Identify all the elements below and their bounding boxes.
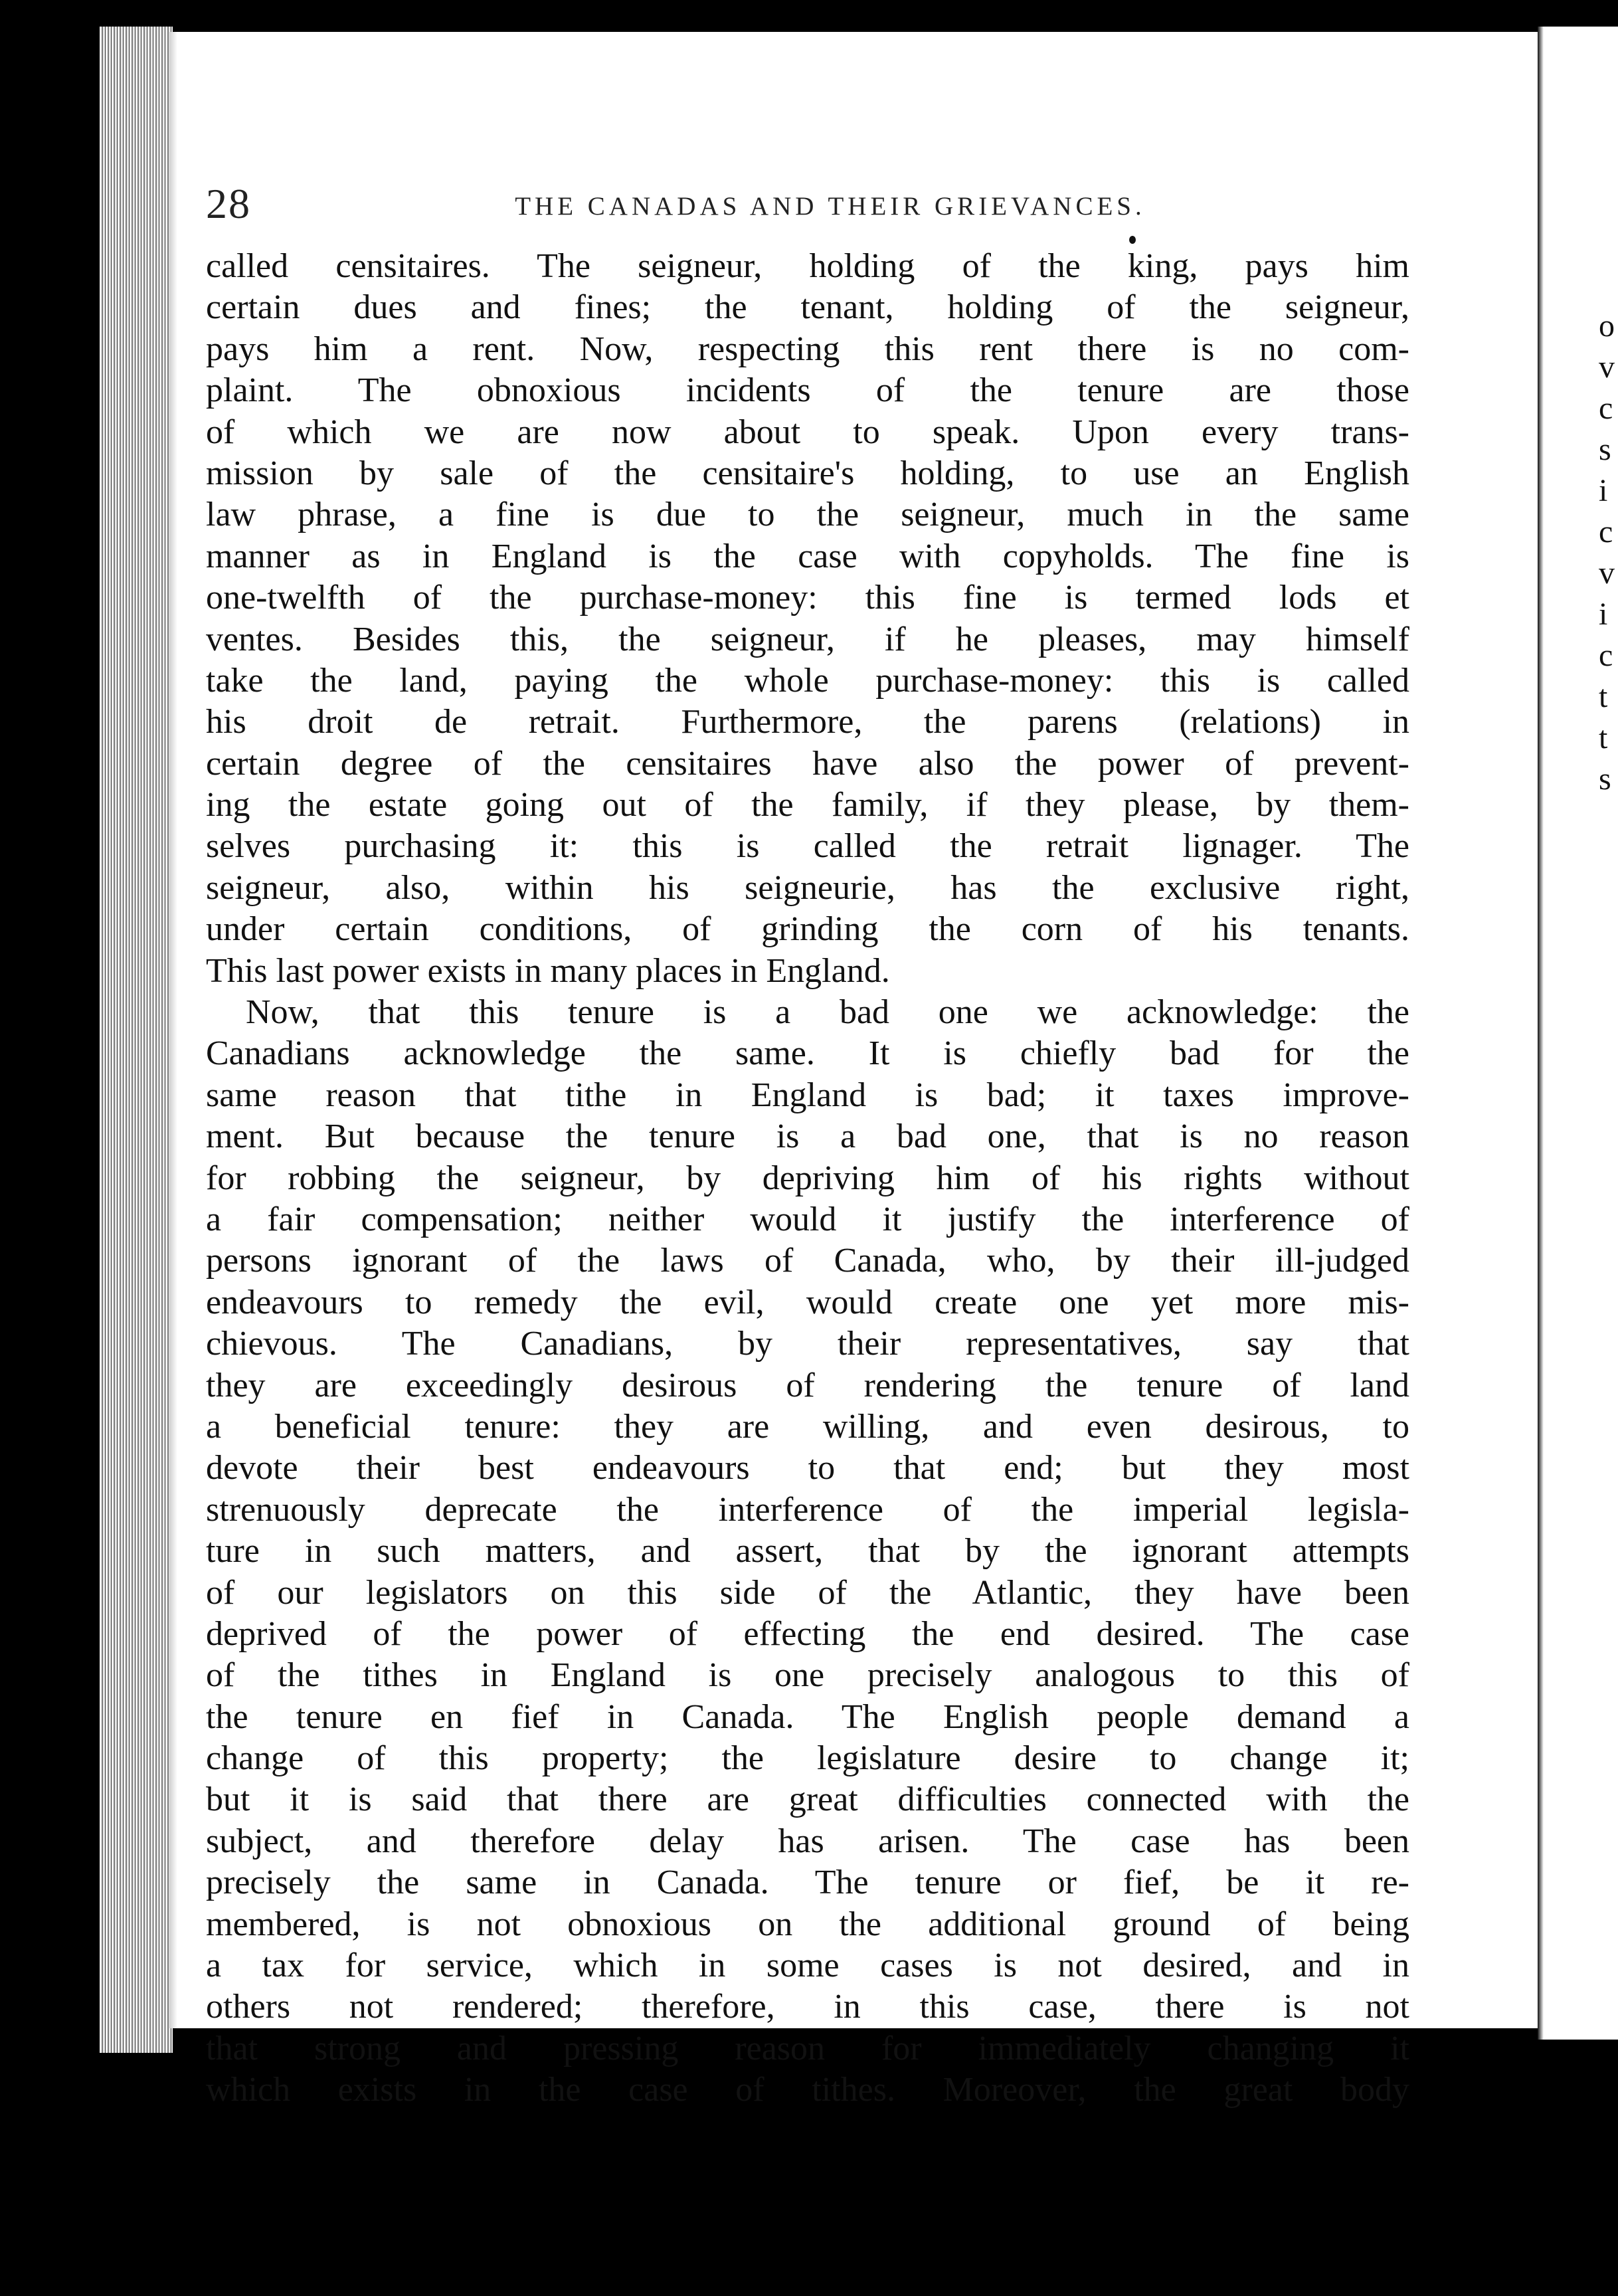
text-line: endeavours to remedy the evil, would create one yet more mis- <box>206 1283 1409 1321</box>
text-line: seigneur, also, within his seigneurie, has the exclusive right, <box>206 868 1409 907</box>
text-line: which exists in the case of tithes. Moreover, the great body <box>206 2071 1409 2109</box>
spine-shadow <box>169 32 177 2028</box>
text-line: deprived of the power of effecting the end desired. The case <box>206 1614 1409 1653</box>
text-line: persons ignorant of the laws of Canada, who, by their ill-judged <box>206 1242 1409 1280</box>
facing-fragment: t <box>1599 679 1608 714</box>
facing-fragment: s <box>1599 432 1611 467</box>
text-line: that strong and pressing reason for immediately changing it <box>206 2029 1409 2067</box>
facing-fragment: c <box>1599 638 1613 673</box>
text-line: precisely the same in Canada. The tenure or fief, be it re- <box>206 1864 1409 1902</box>
text-line: his droit de retrait. Furthermore, the parens (relations) in <box>206 703 1409 741</box>
book-page-edges <box>100 27 173 2053</box>
text-line: plaint. The obnoxious incidents of the tenure are those <box>206 371 1409 410</box>
text-line: but it is said that there are great difficulties connected with the <box>206 1780 1409 1819</box>
text-line: of the tithes in England is one precisely analogous to this of <box>206 1656 1409 1695</box>
text-line: under certain conditions, of grinding the corn of his tenants. <box>206 910 1409 949</box>
text-line: called censitaires. The seigneur, holding of the king, pays him <box>206 247 1409 285</box>
text-line: ing the estate going out of the family, if they please, by them- <box>206 786 1409 824</box>
facing-fragment: c <box>1599 391 1613 426</box>
facing-fragment: t <box>1599 720 1608 755</box>
body-text <box>206 246 1409 2111</box>
running-head-title: THE CANADAS AND THEIR GRIEVANCES. <box>515 192 1146 221</box>
text-line: a tax for service, which in some cases is not desired, and in <box>206 1947 1409 1985</box>
text-line: devote their best endeavours to that end; but they most <box>206 1449 1409 1487</box>
facing-fragment: c <box>1599 514 1613 549</box>
facing-fragment: v <box>1599 349 1615 385</box>
text-line: ventes. Besides this, the seigneur, if he pleases, may himself <box>206 620 1409 658</box>
text-line: the tenure en fief in Canada. The English people demand a <box>206 1697 1409 1736</box>
text-line: Now, that this tenure is a bad one we acknowledge: the <box>246 993 1409 1032</box>
text-line: a beneficial tenure: they are willing, and even desirous, to <box>206 1407 1409 1446</box>
text-line: others not rendered; therefore, in this case, there is not <box>206 1988 1409 2026</box>
facing-fragment: s <box>1599 761 1611 797</box>
text-line: for robbing the seigneur, by depriving him of his rights without <box>206 1159 1409 1197</box>
ink-dot <box>1129 236 1136 244</box>
text-line: membered, is not obnoxious on the additional ground of being <box>206 1905 1409 1943</box>
text-line: of our legislators on this side of the Atlantic, they have been <box>206 1573 1409 1612</box>
text-line: of which we are now about to speak. Upon every trans- <box>206 413 1409 451</box>
facing-page <box>1538 27 1618 2040</box>
text-line: one-twelfth of the purchase-money: this fine is termed lods et <box>206 579 1409 617</box>
text-line: certain dues and fines; the tenant, holding of the seigneur, <box>206 288 1409 327</box>
text-line: mission by sale of the censitaire's holding, to use an English <box>206 454 1409 492</box>
running-head <box>206 179 1348 233</box>
text-line: change of this property; the legislature desire to change it; <box>206 1739 1409 1778</box>
text-line: same reason that tithe in England is bad; it taxes improve- <box>206 1076 1409 1114</box>
page-number: 28 <box>206 180 251 227</box>
text-line: take the land, paying the whole purchase-money: this is called <box>206 661 1409 700</box>
text-line: they are exceedingly desirous of rendering the tenure of land <box>206 1366 1409 1404</box>
facing-fragment: v <box>1599 555 1615 591</box>
text-line: law phrase, a fine is due to the seigneur, much in the same <box>206 496 1409 534</box>
text-line: a fair compensation; neither would it justify the interference of <box>206 1200 1409 1238</box>
text-line: pays him a rent. Now, respecting this rent there is no com- <box>206 330 1409 368</box>
facing-fragment: i <box>1599 473 1608 508</box>
text-line: manner as in England is the case with copyholds. The fine is <box>206 537 1409 575</box>
text-line: certain degree of the censitaires have also the power of prevent- <box>206 744 1409 783</box>
text-line: subject, and therefore delay has arisen. The case has been <box>206 1822 1409 1860</box>
text-line: chievous. The Canadians, by their representatives, say that <box>206 1325 1409 1363</box>
text-line: ment. But because the tenure is a bad one, that is no reason <box>206 1117 1409 1156</box>
text-line: This last power exists in many places in England. <box>206 951 890 990</box>
text-line: strenuously deprecate the interference of the imperial legisla- <box>206 1490 1409 1529</box>
text-line: Canadians acknowledge the same. It is chiefly bad for the <box>206 1034 1409 1073</box>
text-line: selves purchasing it: this is called the retrait lignager. The <box>206 827 1409 866</box>
facing-fragment: o <box>1599 308 1615 343</box>
text-line: ture in such matters, and assert, that by the ignorant attempts <box>206 1532 1409 1571</box>
facing-page-text <box>1599 306 1615 800</box>
facing-fragment: i <box>1599 597 1608 632</box>
facing-page-gutter <box>1538 27 1544 2040</box>
